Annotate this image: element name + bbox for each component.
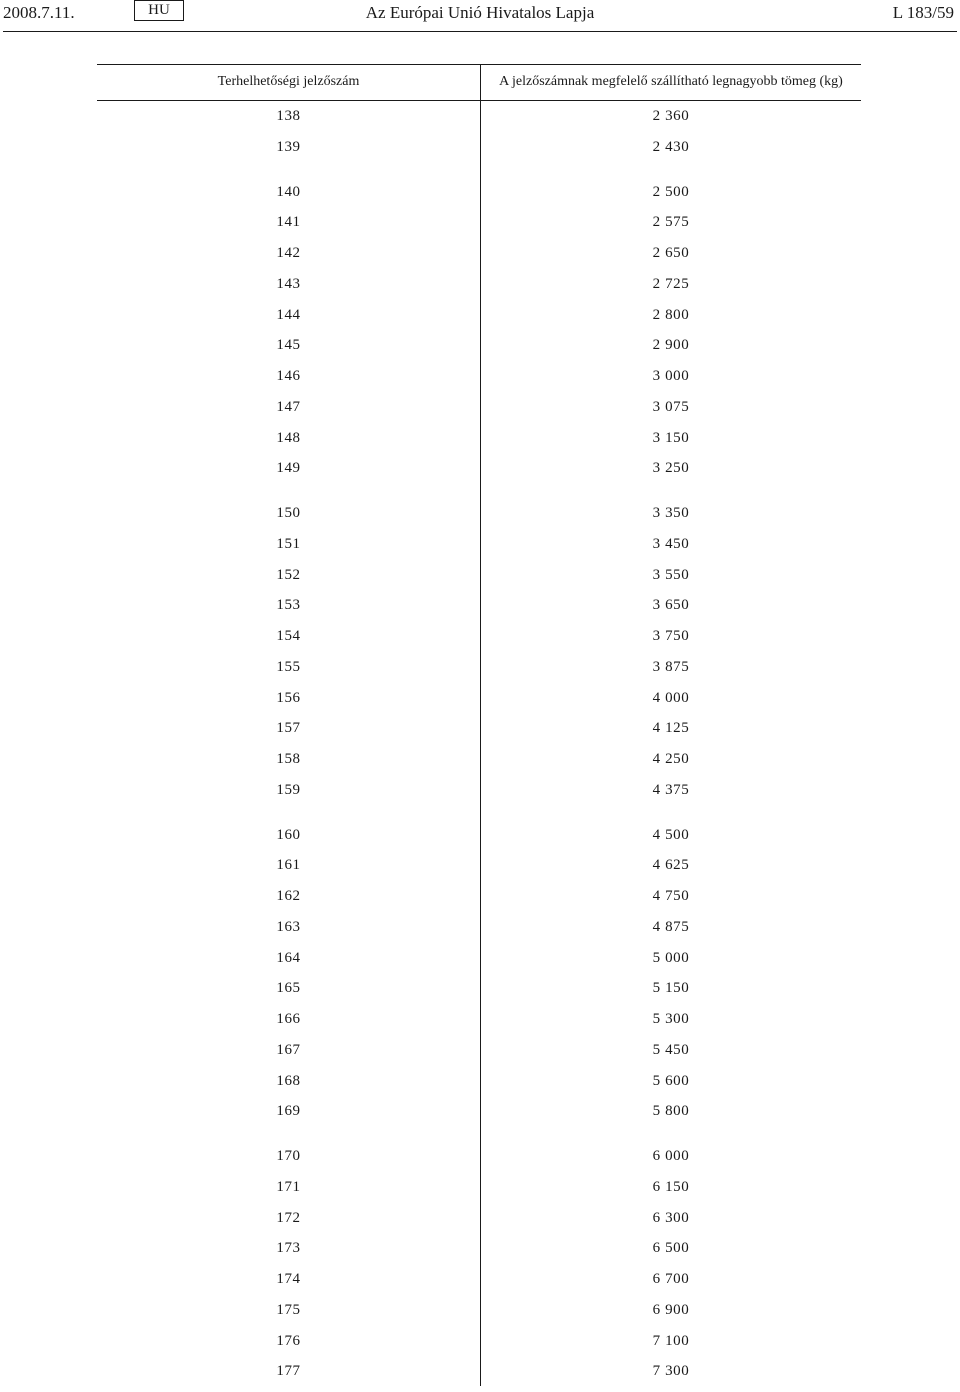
load-index-cell: 154	[276, 628, 301, 644]
table-row	[97, 397, 861, 428]
max-mass-cell: 4 500	[652, 826, 690, 843]
table-row	[97, 1101, 861, 1132]
load-index-cell: 146	[276, 368, 301, 384]
load-index-cell: 167	[276, 1041, 301, 1058]
load-index-cell: 155	[276, 658, 301, 675]
max-mass-cell: 3 875	[652, 658, 690, 675]
max-mass-cell: 4 250	[652, 751, 690, 767]
page-reference: L 183/59	[892, 3, 954, 22]
load-index-cell: 148	[276, 429, 301, 446]
max-mass-cell: 3 450	[652, 535, 690, 552]
table-row	[97, 1146, 861, 1177]
table-row	[97, 1040, 861, 1071]
max-mass-cell: 3 550	[652, 566, 690, 583]
max-mass-cell: 3 075	[652, 398, 690, 415]
load-index-cell: 151	[276, 535, 301, 552]
table-row	[97, 948, 861, 979]
table-row	[97, 243, 861, 274]
load-index-cell: 139	[276, 138, 301, 155]
table-row	[97, 274, 861, 305]
max-mass-cell: 2 575	[652, 214, 690, 231]
table-row	[97, 1269, 861, 1300]
load-index-cell: 150	[276, 505, 301, 521]
load-index-cell: 175	[276, 1301, 301, 1318]
table-row	[97, 718, 861, 749]
load-index-cell: 160	[276, 826, 301, 843]
load-index-cell: 163	[276, 918, 301, 935]
table-row	[97, 1361, 861, 1392]
max-mass-cell: 6 300	[652, 1209, 690, 1226]
table-top-rule	[97, 64, 861, 65]
max-mass-cell: 3 350	[652, 505, 690, 521]
load-index-cell: 166	[276, 1011, 301, 1027]
load-index-cell: 168	[276, 1072, 301, 1089]
max-mass-cell: 6 000	[652, 1148, 690, 1164]
journal-title: Az Európai Unió Hivatalos Lapja	[365, 3, 595, 22]
load-index-cell: 164	[276, 949, 301, 966]
max-mass-cell: 5 800	[652, 1103, 690, 1120]
publication-date: 2008.7.11.	[3, 3, 75, 22]
language-badge: HU	[134, 0, 184, 21]
max-mass-cell: 4 750	[652, 888, 690, 904]
table-row	[97, 657, 861, 688]
table-row	[97, 780, 861, 811]
table-row	[97, 978, 861, 1009]
max-mass-cell: 2 725	[652, 275, 690, 292]
table-row	[97, 182, 861, 213]
table-row	[97, 1208, 861, 1239]
table-row	[97, 1071, 861, 1102]
load-index-cell: 153	[276, 597, 301, 614]
max-mass-cell: 3 650	[652, 597, 690, 614]
load-index-cell: 173	[276, 1240, 301, 1257]
load-index-cell: 162	[276, 888, 301, 904]
table-row	[97, 1331, 861, 1362]
max-mass-cell: 5 600	[652, 1072, 690, 1089]
table-row	[97, 428, 861, 459]
load-index-cell: 176	[276, 1332, 301, 1349]
max-mass-cell: 2 900	[652, 337, 690, 354]
max-mass-cell: 6 700	[652, 1271, 690, 1287]
page-header	[0, 0, 960, 32]
max-mass-cell: 5 450	[652, 1041, 690, 1058]
max-mass-cell: 6 150	[652, 1178, 690, 1195]
load-index-cell: 152	[276, 566, 301, 583]
table-row	[97, 565, 861, 596]
load-index-cell: 145	[276, 337, 301, 354]
max-mass-cell: 3 000	[652, 368, 690, 384]
load-index-cell: 157	[276, 720, 301, 737]
max-mass-cell: 5 000	[652, 949, 690, 966]
max-mass-cell: 4 125	[652, 720, 690, 737]
table-row	[97, 366, 861, 397]
max-mass-cell: 2 500	[652, 183, 690, 200]
max-mass-cell: 3 250	[652, 460, 690, 477]
table-row	[97, 595, 861, 626]
load-index-cell: 141	[276, 214, 301, 231]
max-mass-cell: 3 750	[652, 628, 690, 644]
table-row	[97, 137, 861, 168]
load-index-cell: 174	[276, 1271, 301, 1287]
max-mass-cell: 2 650	[652, 245, 690, 261]
table-row	[97, 534, 861, 565]
load-index-cell: 147	[276, 398, 301, 415]
table-row	[97, 626, 861, 657]
max-mass-cell: 7 300	[652, 1363, 690, 1380]
column-header-max-mass: A jelzőszámnak megfelelő szállítható legnagyobb tömeg (kg)	[499, 74, 843, 89]
max-mass-cell: 3 150	[652, 429, 690, 446]
load-index-cell: 170	[276, 1148, 301, 1164]
table-row	[97, 305, 861, 336]
max-mass-cell: 7 100	[652, 1332, 690, 1349]
column-header-load-index: Terhelhetőségi jelzőszám	[217, 74, 360, 89]
table-row	[97, 1177, 861, 1208]
table-row	[97, 855, 861, 886]
table-row	[97, 886, 861, 917]
header-bottom-rule	[97, 100, 861, 101]
load-index-cell: 159	[276, 781, 301, 798]
load-index-cell: 177	[276, 1363, 301, 1380]
table-row	[97, 106, 861, 137]
table-body	[97, 106, 861, 1392]
table-row	[97, 1238, 861, 1269]
max-mass-cell: 4 000	[652, 689, 690, 706]
table-row	[97, 688, 861, 719]
max-mass-cell: 2 800	[652, 306, 690, 323]
load-index-cell: 161	[276, 857, 301, 874]
load-index-cell: 172	[276, 1209, 301, 1226]
max-mass-cell: 6 500	[652, 1240, 690, 1257]
table-row	[97, 825, 861, 856]
max-mass-cell: 5 150	[652, 980, 690, 997]
max-mass-cell: 2 360	[652, 108, 690, 124]
max-mass-cell: 2 430	[652, 138, 690, 155]
max-mass-cell: 4 625	[652, 857, 690, 874]
load-index-table	[97, 64, 861, 1386]
table-row	[97, 212, 861, 243]
table-row	[97, 749, 861, 780]
max-mass-cell: 4 875	[652, 918, 690, 935]
table-row	[97, 1300, 861, 1331]
table-row	[97, 335, 861, 366]
load-index-cell: 140	[276, 183, 301, 200]
load-index-cell: 138	[276, 108, 301, 124]
max-mass-cell: 6 900	[652, 1301, 690, 1318]
load-index-cell: 149	[276, 460, 301, 477]
load-index-cell: 156	[276, 689, 301, 706]
table-row	[97, 503, 861, 534]
load-index-cell: 169	[276, 1103, 301, 1120]
load-index-cell: 143	[276, 275, 301, 292]
max-mass-cell: 4 375	[652, 781, 690, 798]
header-rule	[3, 31, 957, 32]
max-mass-cell: 5 300	[652, 1011, 690, 1027]
table-row	[97, 458, 861, 489]
load-index-cell: 171	[276, 1178, 301, 1195]
load-index-cell: 165	[276, 980, 301, 997]
load-index-cell: 158	[276, 751, 301, 767]
table-row	[97, 1009, 861, 1040]
load-index-cell: 144	[276, 306, 301, 323]
load-index-cell: 142	[276, 245, 301, 261]
table-row	[97, 917, 861, 948]
